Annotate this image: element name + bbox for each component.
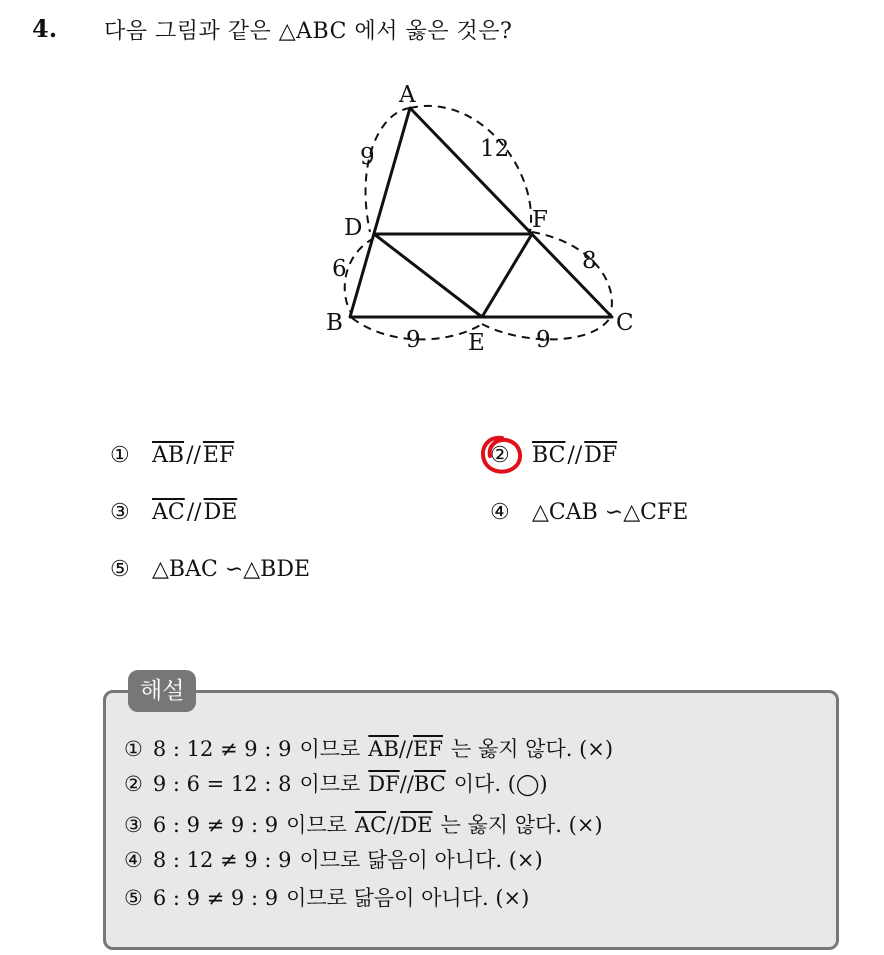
label-D: D — [344, 215, 363, 241]
segment-label: $\overline{BC}$ — [532, 443, 566, 468]
segment-label: $\overline{AB}$ — [152, 443, 185, 468]
choice-mark: ① — [110, 443, 130, 468]
solution-line-2 — [124, 768, 548, 798]
solution-ratio: 8 : 12 ≠ 9 : 9 — [152, 737, 292, 761]
parallel-sign: // — [399, 772, 414, 796]
parallel-sign: // — [186, 443, 201, 468]
solution-ratio: 6 : 9 ≠ 9 : 9 — [152, 813, 279, 837]
choice-1[interactable] — [110, 443, 234, 468]
solution-conclusion: 이므로 닮음이 아니다. (×) — [286, 886, 530, 910]
segment-label: $\overline{AC}$ — [152, 500, 185, 525]
answer-circle-icon — [476, 430, 526, 480]
label-B: B — [326, 310, 343, 336]
solution-ratio: 8 : 12 ≠ 9 : 9 — [152, 848, 292, 872]
choice-mark: ④ — [490, 500, 510, 525]
segment-label: $\overline{AC}$ — [354, 813, 387, 837]
choice-5[interactable] — [110, 557, 310, 582]
segment-label: $\overline{DF}$ — [584, 443, 618, 468]
solution-mark: ④ — [124, 848, 143, 872]
choice-mark: ⑤ — [110, 557, 130, 582]
choice-text: △CAB ∽△CFE — [532, 500, 689, 525]
length-AF: 12 — [480, 136, 510, 162]
length-EC: 9 — [536, 327, 551, 353]
solution-conclusion: 이므로 닮음이 아니다. (×) — [299, 848, 543, 872]
label-A: A — [399, 82, 416, 108]
solution-mark: ② — [124, 772, 143, 796]
segment-label: $\overline{DE}$ — [400, 813, 433, 837]
solution-conclusion: 이다. (◯) — [453, 772, 548, 796]
solution-line-1 — [124, 733, 613, 763]
length-AD: 9 — [360, 144, 375, 170]
segment-label: $\overline{AB}$ — [368, 737, 399, 761]
solution-connector: 이므로 — [299, 772, 361, 796]
triangle-figure — [300, 72, 660, 372]
question-text: 다음 그림과 같은 △ABC 에서 옳은 것은? — [104, 19, 513, 44]
solution-conclusion: 는 옳지 않다. (×) — [440, 813, 603, 837]
solution-ratio: 6 : 9 ≠ 9 : 9 — [152, 886, 279, 910]
solution-line-4 — [124, 844, 543, 874]
length-FC: 8 — [582, 248, 597, 274]
choice-text: △BAC ∽△BDE — [152, 557, 311, 582]
segment-label: $\overline{DE}$ — [203, 500, 238, 525]
segment-label: $\overline{EF}$ — [202, 443, 235, 468]
solution-mark: ③ — [124, 813, 143, 837]
segment-label: $\overline{EF}$ — [413, 737, 443, 761]
solution-mark: ⑤ — [124, 886, 143, 910]
length-BE: 9 — [406, 327, 421, 353]
length-DB: 6 — [332, 256, 347, 282]
solution-conclusion: 는 옳지 않다. (×) — [450, 737, 614, 761]
label-E: E — [468, 330, 485, 356]
choice-mark: ② — [490, 443, 510, 468]
segment-DE — [374, 234, 482, 317]
question-number: 4. — [32, 14, 58, 43]
parallel-sign: // — [186, 500, 202, 525]
solution-tag: 해설 — [128, 670, 196, 712]
solution-connector: 이므로 — [299, 737, 361, 761]
label-C: C — [616, 310, 634, 336]
parallel-sign: // — [567, 443, 583, 468]
segment-label: $\overline{DF}$ — [368, 772, 400, 796]
label-F: F — [532, 207, 548, 233]
solution-ratio: 9 : 6 = 12 : 8 — [152, 772, 292, 796]
solution-connector: 이므로 — [286, 813, 347, 837]
solution-line-3 — [124, 809, 603, 839]
segment-label: $\overline{BC}$ — [413, 772, 446, 796]
solution-line-5 — [124, 882, 529, 912]
choice-4[interactable] — [490, 500, 688, 525]
choice-3[interactable] — [110, 500, 237, 525]
segment-EF — [482, 234, 532, 317]
solution-mark: ① — [124, 737, 143, 761]
choice-mark: ③ — [110, 500, 130, 525]
parallel-sign: // — [398, 737, 414, 761]
parallel-sign: // — [386, 813, 401, 837]
